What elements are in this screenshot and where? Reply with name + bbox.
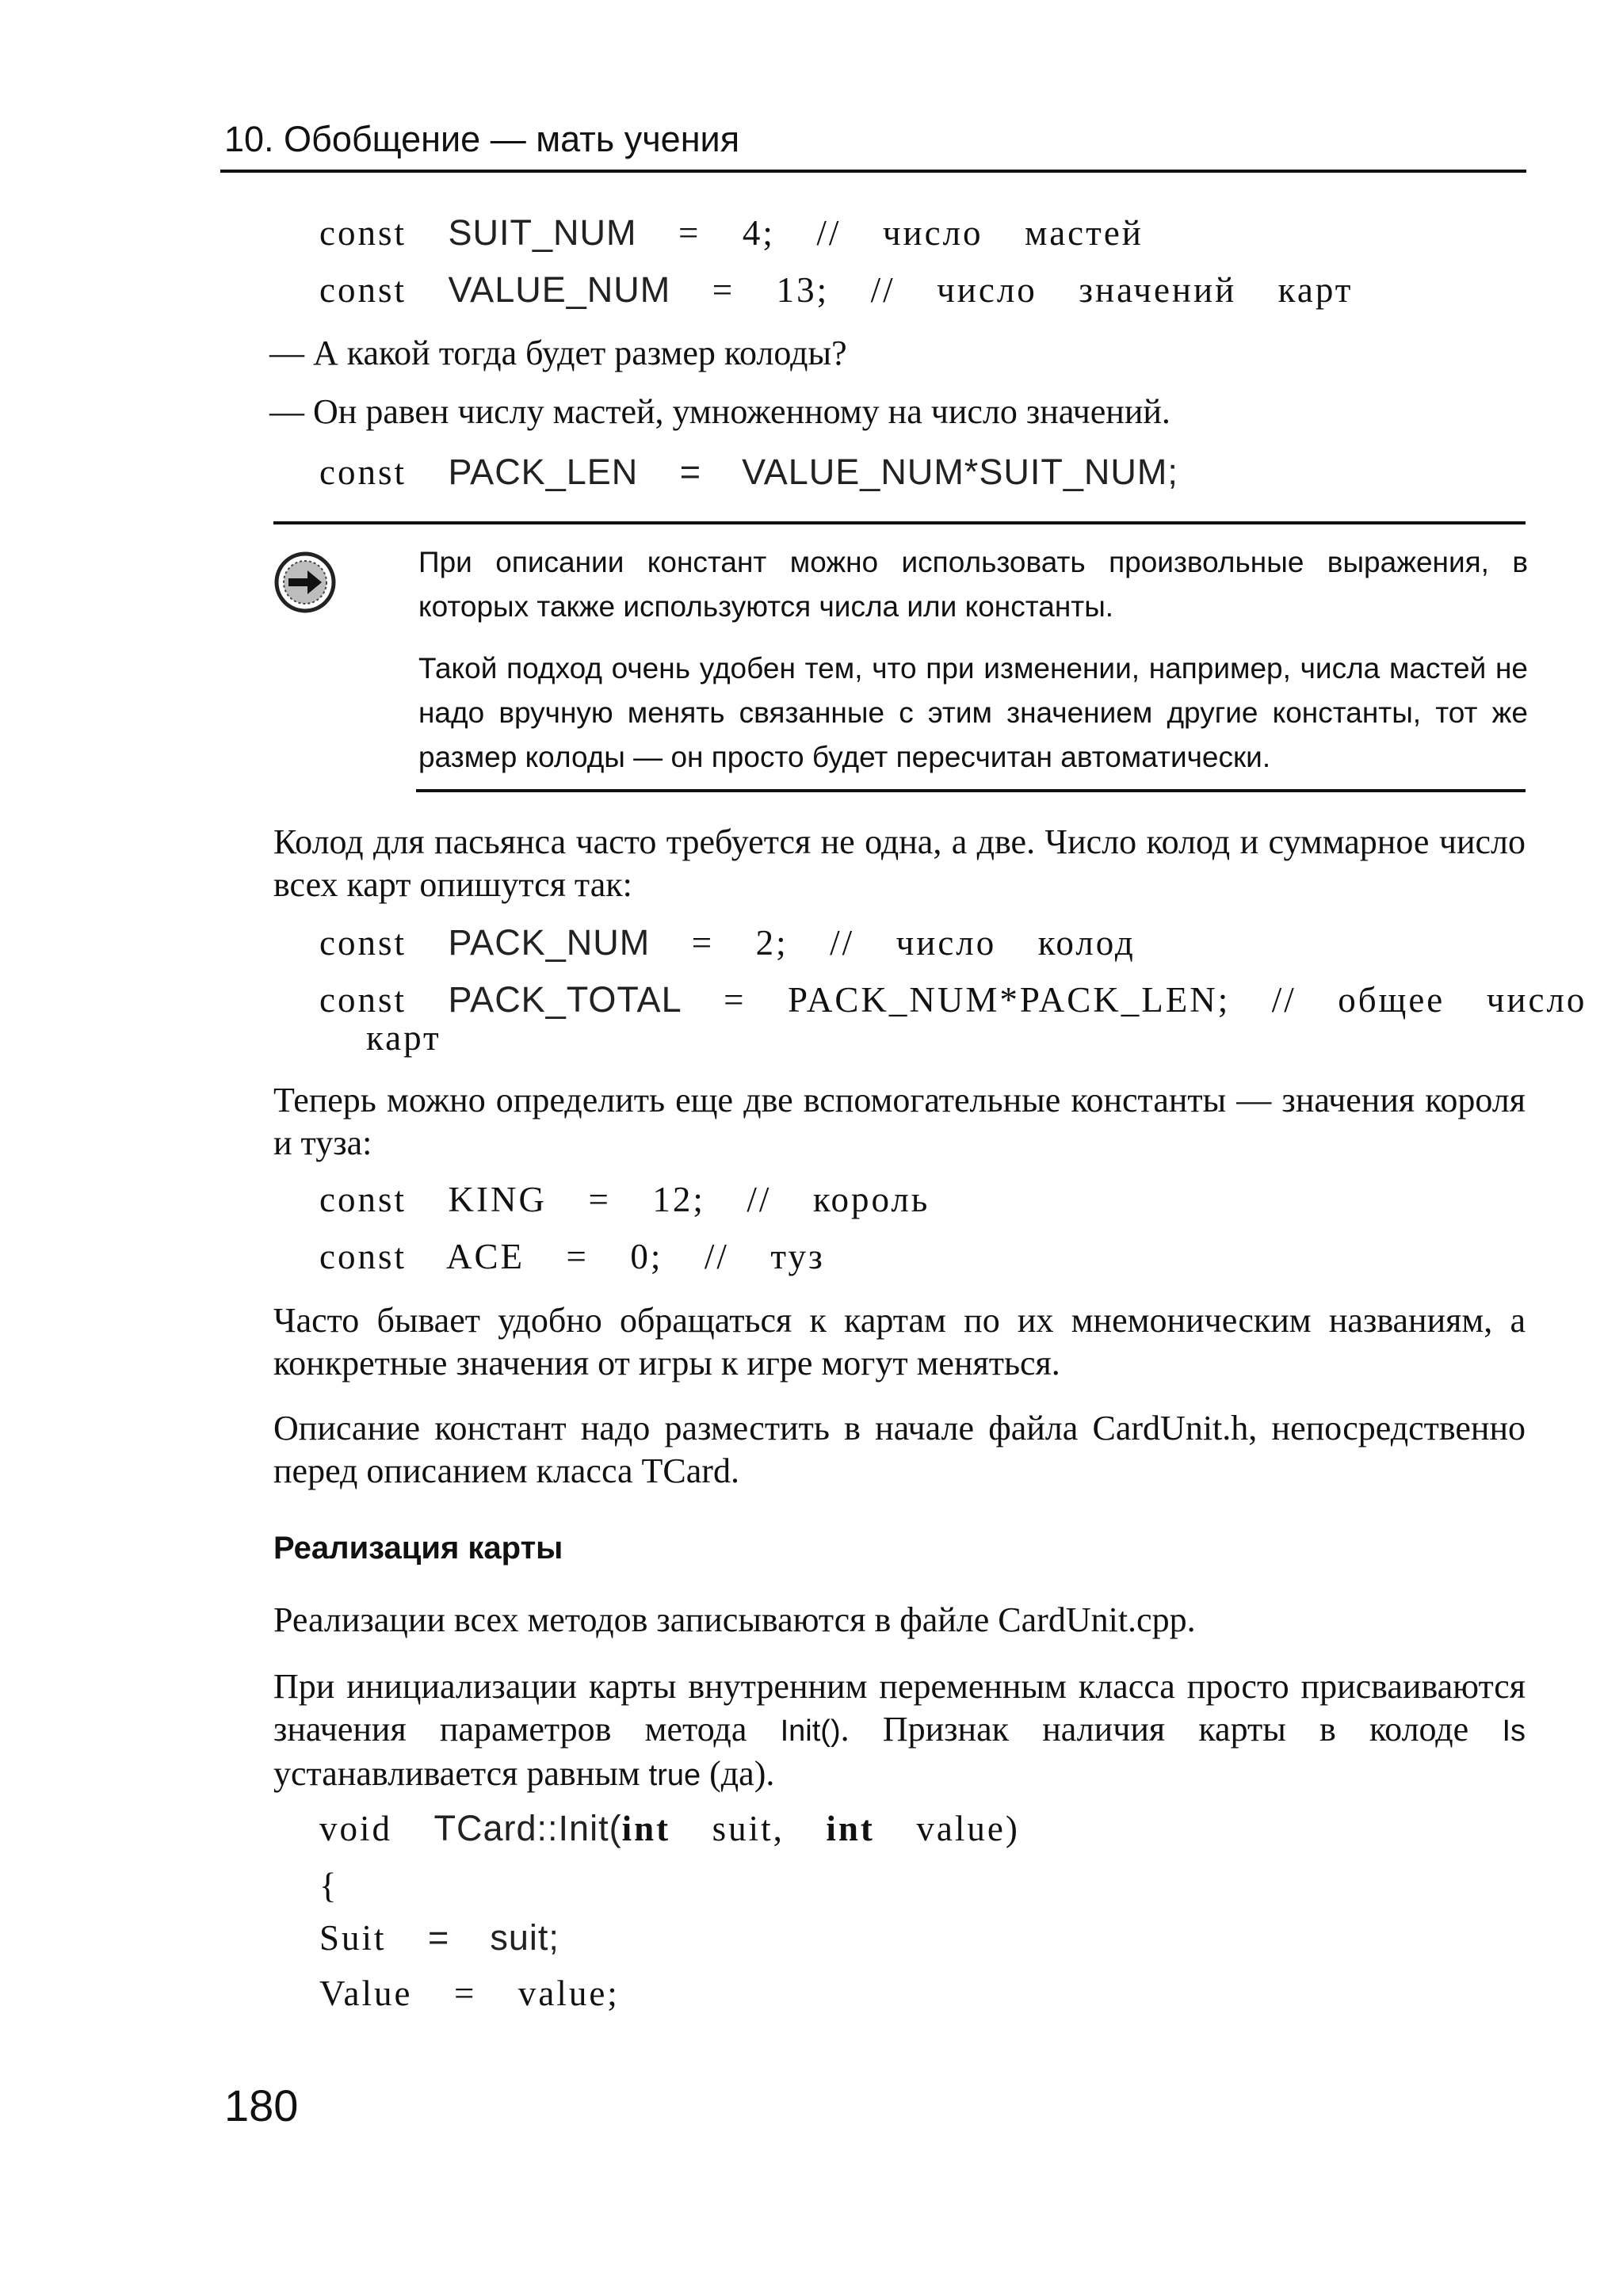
dialog-line-question: — А какой тогда будет размер колоды? xyxy=(269,334,847,372)
code-line-king: const KING = 12; // король xyxy=(319,1180,930,1219)
paragraph-placement: Описание констант надо разместить в начале файла CardUnit.h, непосредственно перед описанием класса TCard. xyxy=(273,1409,1526,1490)
paragraph-init: При инициализации карты внутренним переменным класса просто присваиваются значения параметров метода Init(). Признак наличия карты в колоде Is устанавливается равным true (да). xyxy=(273,1667,1526,1793)
paragraph-implementation: Реализации всех методов записываются в файле CardUnit.cpp. xyxy=(273,1600,1196,1639)
paragraph-more-constants: Теперь можно определить еще две вспомогательные константы — значения короля и туза: xyxy=(273,1081,1526,1162)
note-rule-top xyxy=(273,521,1526,524)
note-paragraph-1: При описании констант можно использовать произвольные выражения, в которых также используются числа или константы. xyxy=(418,546,1528,623)
code-line-value-assign: Value = value; xyxy=(319,1974,620,2013)
arrow-right-circle-icon xyxy=(269,547,341,618)
note-rule-bottom xyxy=(416,789,1526,792)
page-number: 180 xyxy=(224,2081,299,2130)
code-line-pack-num: const PACK_NUM = 2; // число колод xyxy=(319,922,1136,963)
paragraph-packs: Колод для пасьянса часто требуется не одна, а две. Число колод и суммарное число всех карт опишутся так: xyxy=(273,822,1526,904)
code-line-pack-total-wrap: карт xyxy=(366,1018,441,1058)
code-line-ace: const ACE = 0; // туз xyxy=(319,1237,825,1276)
code-line-value-num: const VALUE_NUM = 13; // число значений карт xyxy=(319,269,1354,310)
code-line-open-brace: { xyxy=(319,1866,339,1905)
header-rule xyxy=(220,170,1526,173)
code-line-suit-num: const SUIT_NUM = 4; // число мастей xyxy=(319,212,1144,253)
code-line-pack-len: const PACK_LEN = VALUE_NUM*SUIT_NUM; xyxy=(319,452,1178,492)
code-line-suit-assign: Suit = suit; xyxy=(319,1917,559,1958)
section-title: Реализация карты xyxy=(273,1531,563,1566)
code-line-init-signature: void TCard::Init(int suit, int value) xyxy=(319,1808,1020,1848)
note-paragraph-2: Такой подход очень удобен тем, что при изменении, например, числа мастей не надо вручную менять связанные с этим значением другие константы, тот же размер колоды — он просто будет пересчитан автоматически. xyxy=(418,652,1528,773)
code-line-pack-total: const PACK_TOTAL = PACK_NUM*PACK_LEN; // общее число xyxy=(319,979,1587,1020)
paragraph-mnemonic: Часто бывает удобно обращаться к картам по их мнемоническим названиям, а конкретные значения от игры к игре могут меняться. xyxy=(273,1301,1526,1383)
running-head: 10. Обобщение — мать учения xyxy=(224,119,740,159)
dialog-line-answer: — Он равен числу мастей, умноженному на число значений. xyxy=(269,392,1170,431)
